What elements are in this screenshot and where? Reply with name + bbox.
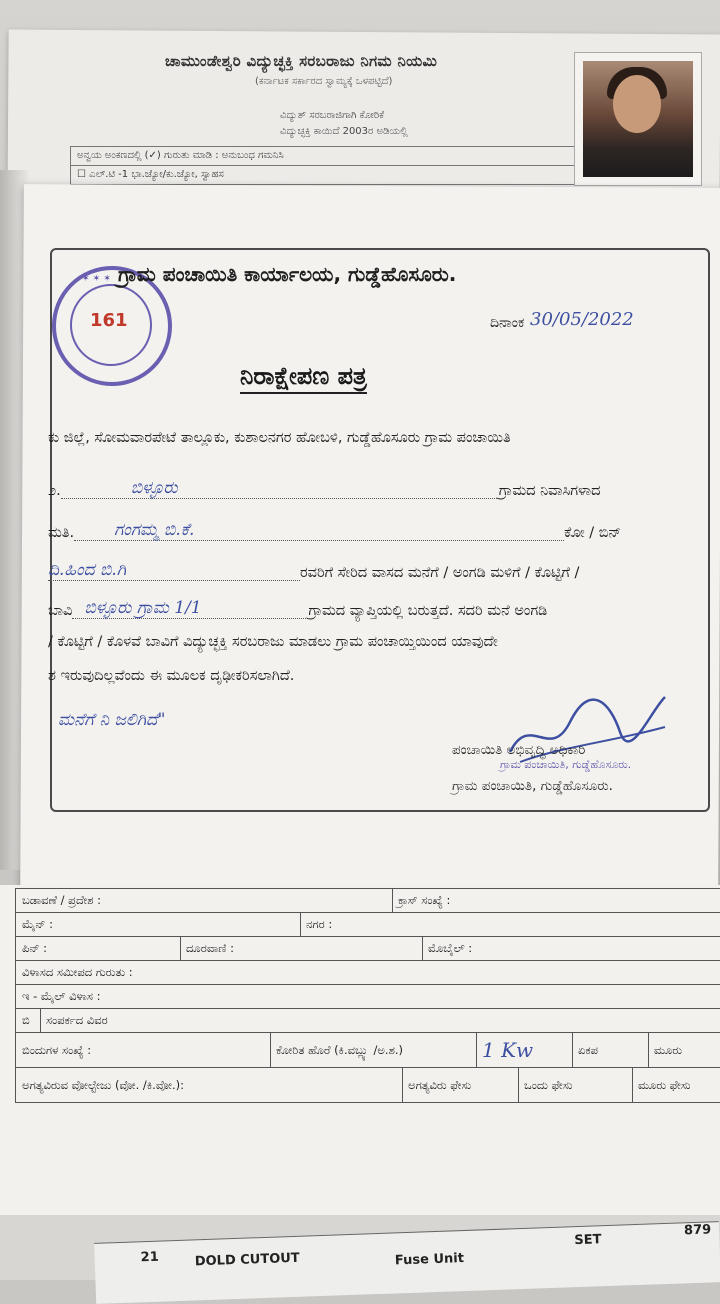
body-line-3: ಮತಿ. ಗಂಗಮ್ಮ ಬಿ.ಕೆ. ಕೋ / ಬಿನ್ (48, 520, 622, 541)
field-email: ಇ - ಮೈಲ್ ವಿಳಾಸ : (16, 985, 720, 1008)
table-row (15, 985, 720, 1009)
signatory-title: ಪಂಚಾಯಿತಿ ಅಭಿವೃದ್ಧಿ ಅಧಿಕಾರಿ (452, 742, 586, 758)
property-handwritten: ಬಿಳ್ಳೂರು ಗ್ರಾಮ 1/1 (84, 598, 202, 618)
request-line: ವಿದ್ಯುತ್ ಸರಬರಾಜಿಗಾಗಿ ಕೋರಿಕೆ (280, 110, 385, 121)
section-letter: ಬಿ (16, 1009, 41, 1032)
body-line-6: / ಕೊಟ್ಟಿಗೆ / ಕೊಳವೆ ಬಾವಿಗೆ ವಿದ್ಯುಚ್ಛಕ್ತಿ ಸರಬರಾಜು ಮಾಡಲು ಗ್ರಾಮ ಪಂಚಾಯ್ತಿಯಿಂದ ಯಾವುದೇ (48, 634, 498, 650)
field-landmark: ವಿಳಾಸದ ಸಮೀಪದ ಗುರುತು : (16, 961, 720, 984)
field-points-count: ಬಿಂದುಗಳ ಸಂಖ್ಯೆ : (16, 1033, 271, 1067)
field-pin: ಪಿನ್ : (16, 937, 181, 960)
seal-number: 161 (90, 310, 128, 331)
body-line-4: ದಿ.ಹಿಂದ ಬಿ.ಗಿ ರವರಿಗೆ ಸೇರಿದ ವಾಸದ ಮನೆಗೆ / ಅಂಗಡಿ ಮಳಿಗೆ / ಕೊಟ್ಟಿಗೆ / (48, 560, 580, 581)
field-phase: ಅಗತ್ಯವಿರು ಫೇಸು (402, 1068, 519, 1102)
field-area: ಬಡಾವಣೆ / ಪ್ರದೇಶ : (16, 889, 393, 912)
body-line-5: ಬಾವಿ ಬಿಳ್ಳೂರು ಗ್ರಾಮ 1/1 ಗ್ರಾಮದ ವ್ಯಾಪ್ತಿಯಲ್ಲಿ ಬರುತ್ತದೆ. ಸದರಿ ಮನೆ ಅಂಗಡಿ (48, 598, 548, 619)
bottom-number: 21 (140, 1249, 160, 1266)
form-row-instructions: ಅನ್ವಯ ಅಂಕಣದಲ್ಲಿ (✓) ಗುರುತು ಮಾಡಿ : ಅನುಬಂಧ ಗಮನಿಸಿ (70, 146, 578, 166)
form-row-category: ☐ ಎಲ್.ಟಿ -1 ಭಾ.ಜ್ಯೋ/ಕು.ಜ್ಯೋ, ಸ್ವಾಹಸ (70, 165, 578, 185)
field-voltage: ಅಗತ್ಯವಿರುವ ವೋಲ್ಟೇಜು (ವೋ. /ಕಿ.ವೋ.): (16, 1068, 403, 1102)
act-line: ವಿದ್ಯುಚ್ಛಕ್ತಿ ಕಾಯಿದೆ 2003ರ ಅಡಿಯಲ್ಲಿ (280, 126, 408, 137)
option-one-phase: ಒಂದು ಫೇಸು (518, 1068, 633, 1102)
body-line-2: ೨. ಬಿಳ್ಳೂರು ಗ್ರಾಮದ ನಿವಾಸಿಗಳಾದ (48, 478, 601, 499)
handwritten-note: ಮನೆಗೆ ನಿ ಜಲಿಗಿದೆ" (58, 710, 166, 730)
section-connection-details: ಸಂಪರ್ಕದ ವಿವರ (40, 1009, 720, 1032)
field-phone: ದೂರವಾಣಿ : (180, 937, 423, 960)
org-subtitle: (ಕರ್ನಾಟಕ ಸರ್ಕಾರದ ಸ್ವಾಮ್ಯಕ್ಕೆ ಒಳಪಟ್ಟಿದೆ) (255, 76, 393, 87)
field-requested-load: ಕೋರಿತ ಹೊರೆ (ಕಿ.ವಬ್ಲ್ಯು /ಅ.ಶ.) (270, 1033, 477, 1067)
option-single-phase: ಏಕಪ (572, 1033, 649, 1067)
bottom-label-set: SET (574, 1232, 602, 1249)
field-main: ಮೈನ್ : (16, 913, 301, 936)
applicant-name-handwritten: ಗಂಗಮ್ಮ ಬಿ.ಕೆ. (114, 520, 195, 540)
panchayat-seal: ✶ ✶ ✶ (52, 266, 172, 386)
option-three-phase-2: ಮೂರು ಫೇಸು (632, 1068, 720, 1102)
signatory-office: ಗ್ರಾಮ ಪಂಚಾಯಿತಿ, ಗುಡ್ಡೆಹೊಸೂರು. (452, 778, 613, 794)
bottom-label-fuse: Fuse Unit (394, 1251, 465, 1269)
table-row (15, 1068, 720, 1103)
table-row (15, 913, 720, 937)
table-row (15, 1009, 720, 1033)
body-line-1: ಕು ಜಿಲ್ಲೆ, ಸೋಮವಾರಪೇಟೆ ತಾಲ್ಲೂಕು, ಕುಶಾಲನಗರ ಹೋಬಳಿ, ಗುಡ್ಡೆಹೊಸೂರು ಗ್ರಾಮ ಪಂಚಾಯಿತಿ (48, 430, 511, 446)
bottom-label-number: 879 (683, 1222, 712, 1239)
body-line-7: ಶ ಇರುವುದಿಲ್ಲವೆಂದು ಈ ಮೂಲಕ ದೃಢೀಕರಿಸಲಾಗಿದೆ. (48, 668, 295, 684)
field-cross-number: ಕ್ರಾಸ್ ಸಂಖ್ಯೆ : (392, 889, 720, 912)
org-title: ಚಾಮುಂಡೇಶ್ವರಿ ವಿದ್ಯುಚ್ಛಕ್ತಿ ಸರಬರಾಜು ನಿಗಮ ನಿಯಮಿ (165, 52, 438, 70)
table-row (15, 937, 720, 961)
bottom-label-cutout: DOLD CUTOUT (194, 1250, 300, 1270)
date-value: 30/05/2022 (530, 309, 634, 330)
signatory-stamp: ಗ್ರಾಮ ಪಂಚಾಯಿತಿ, ಗುಡ್ಡೆಹೊಸೂರು. (500, 758, 632, 771)
village-handwritten: ಬಿಳ್ಳೂರು (130, 478, 178, 498)
relation-handwritten: ದಿ.ಹಿಂದ ಬಿ.ಗಿ (48, 560, 127, 580)
option-three-phase: ಮೂರು (648, 1033, 720, 1067)
application-details-table (15, 888, 720, 1103)
field-city: ನಗರ : (300, 913, 720, 936)
requested-load-handwritten: 1 Kw (476, 1033, 573, 1067)
table-row (15, 961, 720, 985)
office-title: ಗ್ರಾಮ ಪಂಚಾಯಿತಿ ಕಾರ್ಯಾಲಯ, ಗುಡ್ಡೆಹೊಸೂರು. (118, 262, 457, 286)
field-mobile: ಮೊಬೈಲ್ : (422, 937, 720, 960)
table-row (15, 1033, 720, 1068)
applicant-photo (574, 52, 702, 186)
document-heading: ನಿರಾಕ್ಷೇಪಣ ಪತ್ರ (240, 362, 367, 394)
date-label: ದಿನಾಂಕ (490, 315, 525, 331)
table-row (15, 888, 720, 913)
